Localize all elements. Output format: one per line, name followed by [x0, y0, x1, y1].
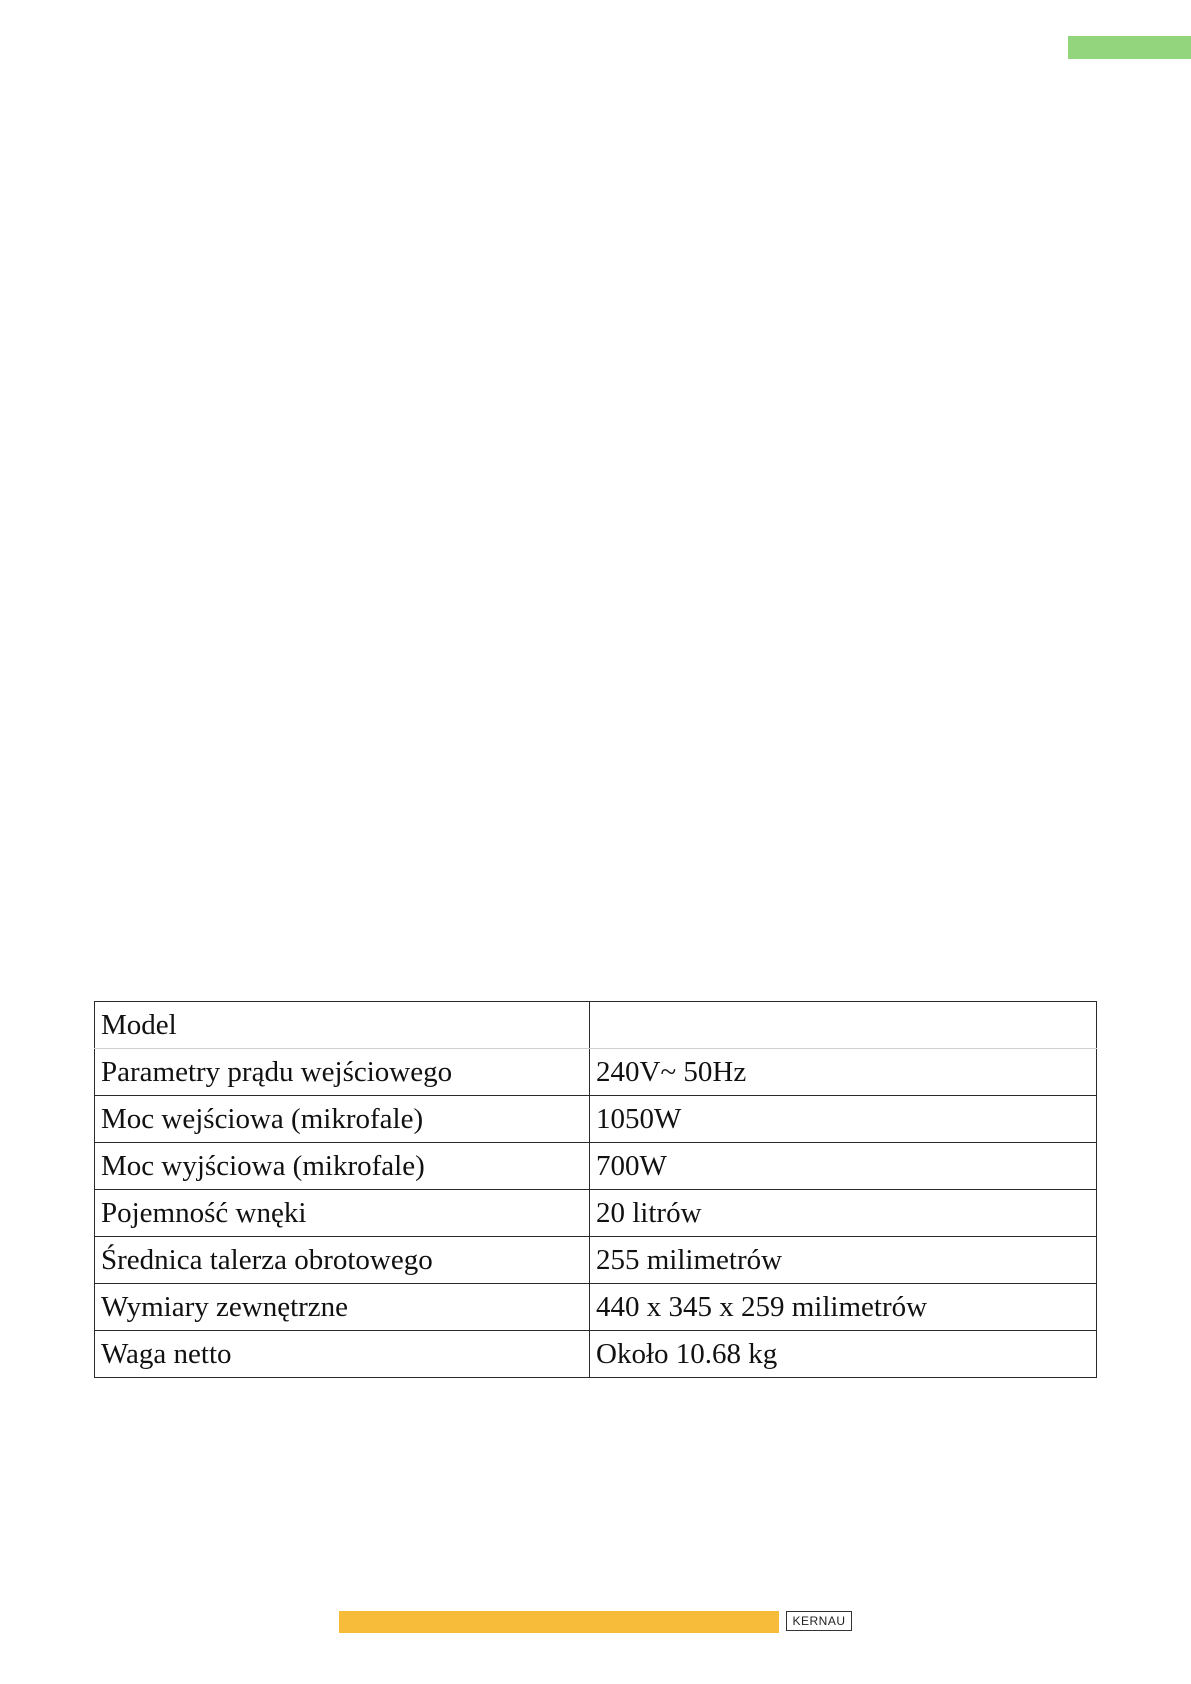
table-row	[95, 1143, 1097, 1190]
table-row	[95, 1284, 1097, 1331]
spec-label: Parametry prądu wejściowego	[95, 1049, 590, 1096]
table-row	[95, 1002, 1097, 1049]
table-row	[95, 1049, 1097, 1096]
spec-label: Pojemność wnęki	[95, 1190, 590, 1237]
table-row	[95, 1331, 1097, 1378]
spec-value: 1050W	[590, 1096, 1097, 1143]
footer-accent-bar	[339, 1611, 779, 1633]
spec-value: 440 x 345 x 259 milimetrów	[590, 1284, 1097, 1331]
spec-label: Średnica talerza obrotowego	[95, 1237, 590, 1284]
table-row	[95, 1190, 1097, 1237]
spec-value: 240V~ 50Hz	[590, 1049, 1097, 1096]
spec-label: Moc wyjściowa (mikrofale)	[95, 1143, 590, 1190]
table-row	[95, 1237, 1097, 1284]
table-row	[95, 1096, 1097, 1143]
specifications-table	[94, 1001, 1097, 1378]
spec-value: 700W	[590, 1143, 1097, 1190]
spec-value: 255 milimetrów	[590, 1237, 1097, 1284]
spec-value	[590, 1002, 1097, 1049]
spec-value: Około 10.68 kg	[590, 1331, 1097, 1378]
brand-logo: KERNAU	[786, 1611, 852, 1631]
spec-label: Model	[95, 1002, 590, 1049]
top-accent-bar	[1068, 36, 1191, 59]
spec-label: Moc wejściowa (mikrofale)	[95, 1096, 590, 1143]
spec-label: Waga netto	[95, 1331, 590, 1378]
spec-value: 20 litrów	[590, 1190, 1097, 1237]
spec-label: Wymiary zewnętrzne	[95, 1284, 590, 1331]
